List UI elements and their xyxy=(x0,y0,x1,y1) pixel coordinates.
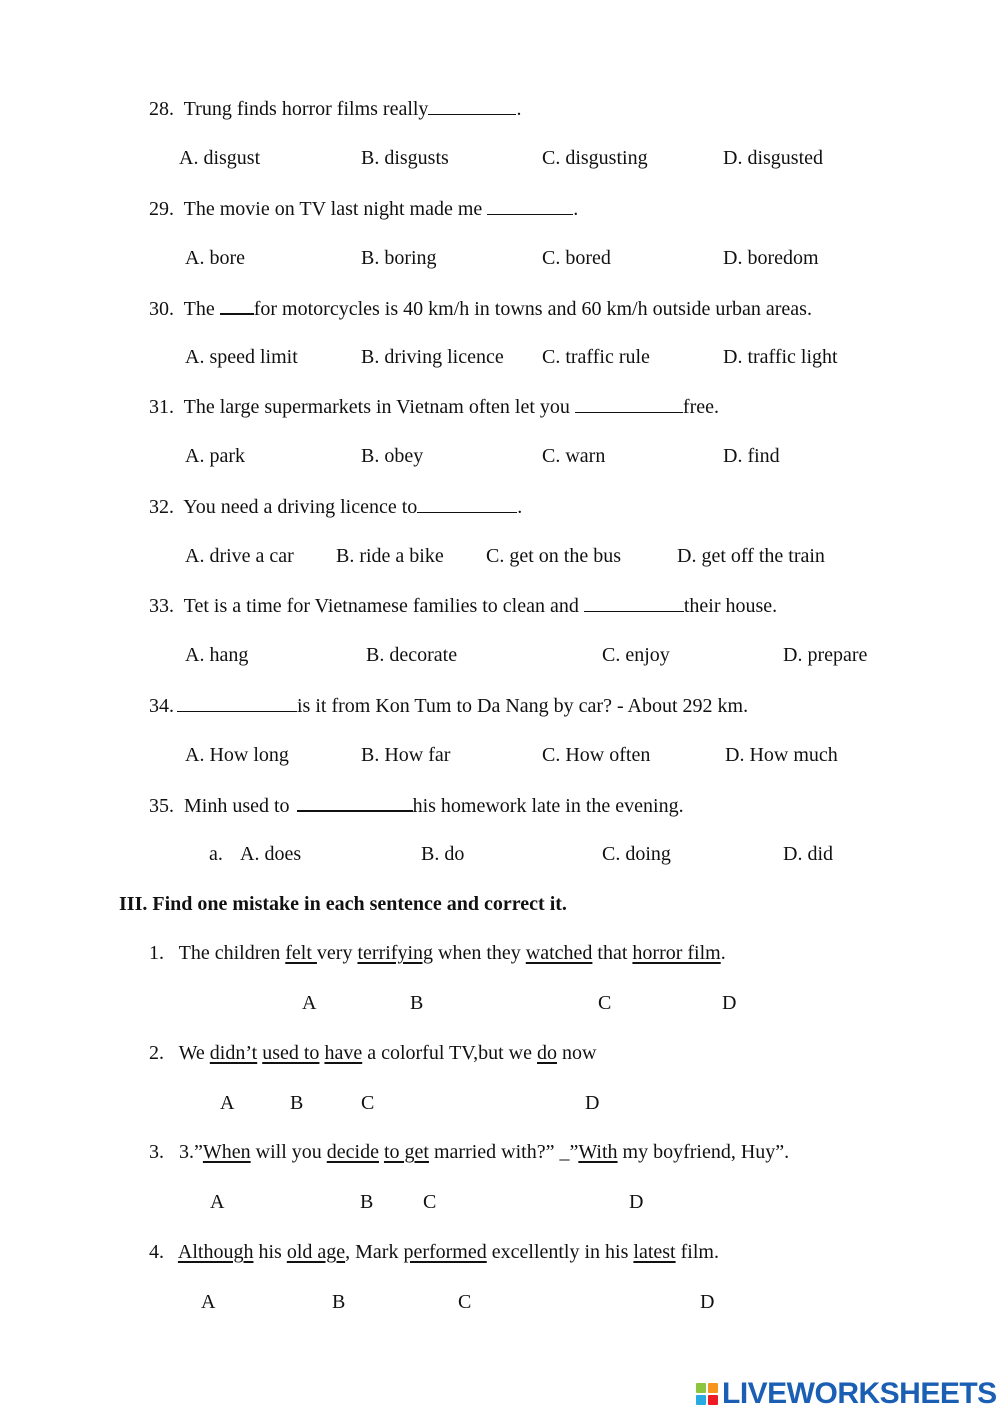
question-text: The large supermarkets in Vietnam often let you xyxy=(183,396,575,418)
mistake-item-2 xyxy=(149,1041,596,1065)
underlined-part-c: have xyxy=(324,1042,363,1064)
option-sub-label: a. xyxy=(209,843,223,865)
letter-d: D xyxy=(629,1191,644,1213)
logo-text: LIVEWORKSHEETS xyxy=(722,1377,997,1410)
option-d: D. did xyxy=(783,843,833,865)
letter-c: C xyxy=(598,992,612,1014)
text: married with?” _” xyxy=(428,1141,579,1163)
option-b: B. decorate xyxy=(366,644,458,666)
question-text-after: his homework late in the evening. xyxy=(412,795,684,817)
option-d: D. How much xyxy=(725,744,838,766)
question-text-after: . xyxy=(516,98,522,120)
letter-a: A xyxy=(220,1092,235,1114)
question-number: 33. xyxy=(149,595,174,617)
letter-d: D xyxy=(722,992,737,1014)
letter-a: A xyxy=(210,1191,225,1213)
underlined-part-d: horror film xyxy=(632,942,721,964)
option-d: D. boredom xyxy=(723,247,819,269)
underlined-part-a: felt xyxy=(285,942,317,964)
answer-blank xyxy=(575,394,683,413)
text: 3.” xyxy=(179,1141,203,1163)
question-33 xyxy=(149,593,777,618)
underlined-part-b: terrifying xyxy=(357,942,433,964)
text: his xyxy=(253,1241,287,1263)
item-number: 2. xyxy=(149,1042,164,1064)
question-number: 30. xyxy=(149,298,174,320)
option-b: B. ride a bike xyxy=(336,545,444,567)
mistake-item-4 xyxy=(149,1240,719,1264)
option-c: C. bored xyxy=(542,247,611,269)
option-b: B. driving licence xyxy=(361,346,504,368)
logo-square xyxy=(708,1395,718,1405)
question-29 xyxy=(149,196,578,221)
logo-square xyxy=(708,1383,718,1393)
letter-c: C xyxy=(361,1092,375,1114)
letter-c: C xyxy=(423,1191,437,1213)
question-28 xyxy=(149,96,521,121)
underlined-part-a: When xyxy=(202,1141,251,1163)
option-a: A. speed limit xyxy=(185,346,298,368)
option-c: C. disgusting xyxy=(542,147,648,169)
underlined-part-b: decide xyxy=(326,1141,379,1163)
question-text-after: is it from Kon Tum to Da Nang by car? - About 292 km. xyxy=(297,695,749,717)
answer-blank xyxy=(428,96,516,115)
underlined-part-a: Although xyxy=(177,1241,254,1263)
underlined-part-a: didn’t xyxy=(209,1042,258,1064)
text: excellently in his xyxy=(486,1241,634,1263)
question-text-after: for motorcycles is 40 km/h in towns and 60 km/h outside urban areas. xyxy=(253,298,812,320)
option-c: C. traffic rule xyxy=(542,346,650,368)
underlined-part-b: old age xyxy=(286,1241,346,1263)
letter-c: C xyxy=(458,1291,472,1313)
letter-d: D xyxy=(585,1092,600,1114)
answer-blank xyxy=(584,593,684,612)
option-a: A. How long xyxy=(185,744,289,766)
answer-blank xyxy=(417,494,517,513)
underlined-part-c: to get xyxy=(383,1141,429,1163)
underlined-part-c: watched xyxy=(525,942,593,964)
option-a: A. disgust xyxy=(179,147,261,169)
option-b: B. obey xyxy=(361,445,424,467)
text: very xyxy=(316,942,358,964)
option-d: D. prepare xyxy=(783,644,868,666)
mistake-item-3 xyxy=(149,1140,789,1164)
letter-b: B xyxy=(290,1092,304,1114)
option-c: C. How often xyxy=(542,744,651,766)
option-c: C. enjoy xyxy=(602,644,670,666)
question-text: Tet is a time for Vietnamese families to clean and xyxy=(183,595,584,617)
option-a: A. hang xyxy=(185,644,249,666)
section-heading: III. Find one mistake in each sentence and correct it. xyxy=(119,893,567,915)
question-text: Trung finds horror films really xyxy=(183,98,429,120)
question-text: Minh used to xyxy=(184,795,295,817)
text: . xyxy=(720,942,726,964)
question-31 xyxy=(149,394,719,419)
liveworksheets-logo xyxy=(696,1378,997,1410)
question-number: 35. xyxy=(149,795,174,817)
question-30 xyxy=(149,295,812,321)
question-35 xyxy=(149,792,684,818)
option-d: D. get off the train xyxy=(677,545,825,567)
text: The children xyxy=(178,942,286,964)
text: now xyxy=(557,1042,597,1064)
answer-blank xyxy=(177,693,297,712)
underlined-part-c: performed xyxy=(403,1241,487,1263)
question-number: 29. xyxy=(149,198,174,220)
answer-blank xyxy=(220,295,254,315)
option-a: A. drive a car xyxy=(185,545,294,567)
text: We xyxy=(178,1042,210,1064)
text: that xyxy=(592,942,633,964)
underlined-part-d: latest xyxy=(633,1241,676,1263)
letter-b: B xyxy=(360,1191,374,1213)
text: , Mark xyxy=(345,1241,404,1263)
option-b: B. disgusts xyxy=(361,147,449,169)
option-c: C. doing xyxy=(602,843,671,865)
letter-b: B xyxy=(410,992,424,1014)
question-32 xyxy=(149,494,522,519)
letter-d: D xyxy=(700,1291,715,1313)
logo-square xyxy=(696,1383,706,1393)
text: my boyfriend, Huy”. xyxy=(617,1141,790,1163)
option-a: A. park xyxy=(185,445,245,467)
mistake-item-1 xyxy=(149,941,726,965)
question-text-after: free. xyxy=(682,396,719,418)
text: film. xyxy=(675,1241,719,1263)
underlined-part-b: used to xyxy=(262,1042,320,1064)
question-34 xyxy=(149,693,748,718)
question-text: The xyxy=(183,298,220,320)
option-c: C. get on the bus xyxy=(486,545,621,567)
option-b: B. boring xyxy=(361,247,437,269)
logo-square xyxy=(696,1395,706,1405)
question-text: You need a driving licence to xyxy=(183,496,418,518)
question-text: The movie on TV last night made me xyxy=(183,198,488,220)
question-number: 34. xyxy=(149,695,174,717)
question-number: 32. xyxy=(149,496,174,518)
option-c: C. warn xyxy=(542,445,606,467)
answer-blank xyxy=(487,196,573,215)
question-text-after: . xyxy=(517,496,523,518)
underlined-part-d: With xyxy=(578,1141,618,1163)
item-number: 1. xyxy=(149,942,164,964)
question-text-after: . xyxy=(573,198,579,220)
question-number: 31. xyxy=(149,396,174,418)
answer-blank xyxy=(297,792,413,812)
question-number: 28. xyxy=(149,98,174,120)
letter-b: B xyxy=(332,1291,346,1313)
option-d: D. find xyxy=(723,445,780,467)
text: will you xyxy=(250,1141,327,1163)
text: a colorful TV,but we xyxy=(362,1042,537,1064)
option-b: B. do xyxy=(421,843,465,865)
text: when they xyxy=(433,942,526,964)
option-a: A. does xyxy=(240,843,302,865)
option-d: D. disgusted xyxy=(723,147,823,169)
underlined-part-d: do xyxy=(537,1042,557,1064)
item-number: 3. xyxy=(149,1141,164,1163)
option-d: D. traffic light xyxy=(723,346,838,368)
letter-a: A xyxy=(302,992,317,1014)
letter-a: A xyxy=(201,1291,216,1313)
item-number: 4. xyxy=(149,1241,164,1263)
question-text-after: their house. xyxy=(683,595,778,617)
option-b: B. How far xyxy=(361,744,451,766)
logo-icon xyxy=(696,1383,718,1405)
option-a: A. bore xyxy=(185,247,245,269)
